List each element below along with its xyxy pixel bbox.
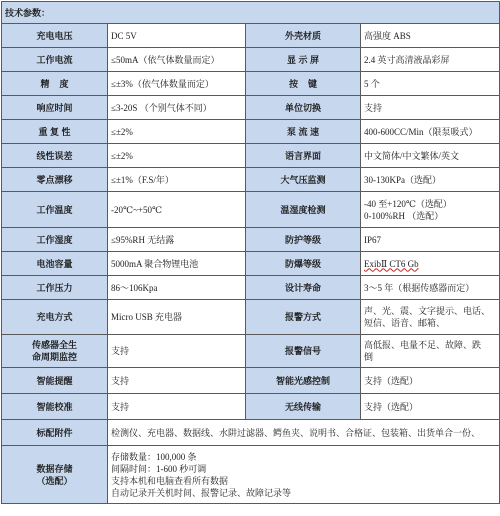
table-row [2,394,500,420]
label-data-storage [2,446,108,504]
label-charge-voltage: 充电电压 [2,24,108,48]
table-row [2,420,500,446]
value-sensor-lifecycle: 支持 [108,335,246,368]
label-pressure-monitor: 大气压监测 [246,168,361,192]
data-storage-line-1: 数据存储 [36,463,73,474]
alarm-signal-line-1: 高低报、电量不足、故障、跌 [364,340,482,350]
label-alarm-method: 报警方式 [246,300,361,335]
table-row [2,48,500,72]
value-smart-calibration: 支持 [108,394,246,420]
label-accessories: 标配附件 [2,420,108,446]
sensor-lifecycle-line-1: 传感器全生 [31,340,77,350]
label-protection-grade: 防护等级 [246,228,361,252]
value-response-time: ≤3-20S （个别气体不同） [108,96,246,120]
value-explosion-grade [361,252,500,276]
sensor-lifecycle-line-2: 命周期监控 [31,352,77,362]
label-explosion-grade: 防爆等级 [246,252,361,276]
value-alarm-signal [361,335,500,368]
label-housing-material: 外壳材质 [246,24,361,48]
storage-auto-record: 自动记录开关机时间、报警记录、故障记录等 [111,487,292,498]
value-zero-drift: ≤±1%（F.S/年） [108,168,246,192]
value-working-pressure: 86～106Kpa [108,276,246,300]
label-working-current: 工作电流 [2,48,108,72]
value-accuracy: ≤±3%（依气体数量而定） [108,72,246,96]
value-unit-switch: 支持 [361,96,500,120]
label-keys: 按 键 [246,72,361,96]
value-language: 中文简体/中文繁体/英文 [361,144,500,168]
label-sensor-lifecycle [2,335,108,368]
label-pump-flow: 泵 流 速 [246,120,361,144]
label-response-time: 响应时间 [2,96,108,120]
value-charge-voltage: DC 5V [108,24,246,48]
label-display: 显 示 屏 [246,48,361,72]
value-housing-material: 高强度 ABS [361,24,500,48]
label-smart-calibration: 智能校准 [2,394,108,420]
explosion-grade-text: ExibⅡ CT6 Gb [364,258,419,269]
table-row [2,300,500,335]
value-working-humidity: ≤95%RH 无结露 [108,228,246,252]
label-working-humidity: 工作湿度 [2,228,108,252]
label-repeatability: 重 复 性 [2,120,108,144]
table-row [2,96,500,120]
value-light-control: 支持（选配） [361,368,500,394]
value-display: 2.4 英寸高清液晶彩屏 [361,48,500,72]
value-pump-flow: 400-600CC/Min（限泵吸式） [361,120,500,144]
table-row [2,120,500,144]
table-row [2,446,500,504]
label-alarm-signal: 报警信号 [246,335,361,368]
alarm-method-line-2: 短信、语音、邮箱、 [364,318,446,328]
label-zero-drift: 零点漂移 [2,168,108,192]
label-linearity-error: 线性误差 [2,144,108,168]
value-battery-capacity: 5000mA 聚合物锂电池 [108,252,246,276]
label-charging-method: 充电方式 [2,300,108,335]
label-battery-capacity: 电池容量 [2,252,108,276]
data-storage-line-2: （选配） [36,475,73,486]
table-row [2,72,500,96]
storage-view: 支持本机和电脑查看所有数据 [111,475,229,486]
table-title: 技术参数： [2,2,500,24]
table-row [2,24,500,48]
value-temp-range: -40 至+120℃（选配） [364,198,452,209]
label-design-life: 设计寿命 [246,276,361,300]
value-linearity-error: ≤±2% [108,144,246,168]
value-temp-humidity [361,192,500,228]
table-row [2,144,500,168]
value-smart-reminder: 支持 [108,368,246,394]
value-working-current: ≤50mA（依气体数量而定） [108,48,246,72]
table-row [2,368,500,394]
alarm-method-line-1: 声、光、震、文字提示、电话、 [364,306,491,316]
label-working-pressure: 工作压力 [2,276,108,300]
label-accuracy: 精 度 [2,72,108,96]
label-unit-switch: 单位切换 [246,96,361,120]
label-smart-reminder: 智能提醒 [2,368,108,394]
storage-interval: 间隔时间：1-600 秒可调 [111,463,207,474]
table-row [2,168,500,192]
table-row [2,252,500,276]
value-keys: 5 个 [361,72,500,96]
label-temp-humidity: 温湿度检测 [246,192,361,228]
alarm-signal-line-2: 倒 [364,352,374,362]
table-row [2,276,500,300]
value-protection-grade: IP67 [361,228,500,252]
table-row [2,335,500,368]
value-accessories: 检测仪、充电器、数据线、水阱过滤器、鳄鱼夹、说明书、合格证、包装箱、出货单合一份、 [108,420,500,446]
table-row [2,192,500,228]
value-alarm-method [361,300,500,335]
spec-table [1,1,500,504]
value-wireless: 支持（选配） [361,394,500,420]
label-working-temperature: 工作温度 [2,192,108,228]
label-language: 语言界面 [246,144,361,168]
value-design-life: 3～5 年（根据传感器而定） [361,276,500,300]
value-repeatability: ≤±2% [108,120,246,144]
table-row [2,228,500,252]
value-humidity-range: 0-100%RH （选配） [364,210,444,221]
label-light-control: 智能光感控制 [246,368,361,394]
label-wireless: 无线传输 [246,394,361,420]
value-pressure-monitor: 30-130KPa（选配） [361,168,500,192]
value-data-storage [108,446,500,504]
storage-count: 存储数量：100,000 条 [111,451,197,462]
value-working-temperature: -20℃~+50℃ [108,192,246,228]
value-charging-method: Micro USB 充电器 [108,300,246,335]
